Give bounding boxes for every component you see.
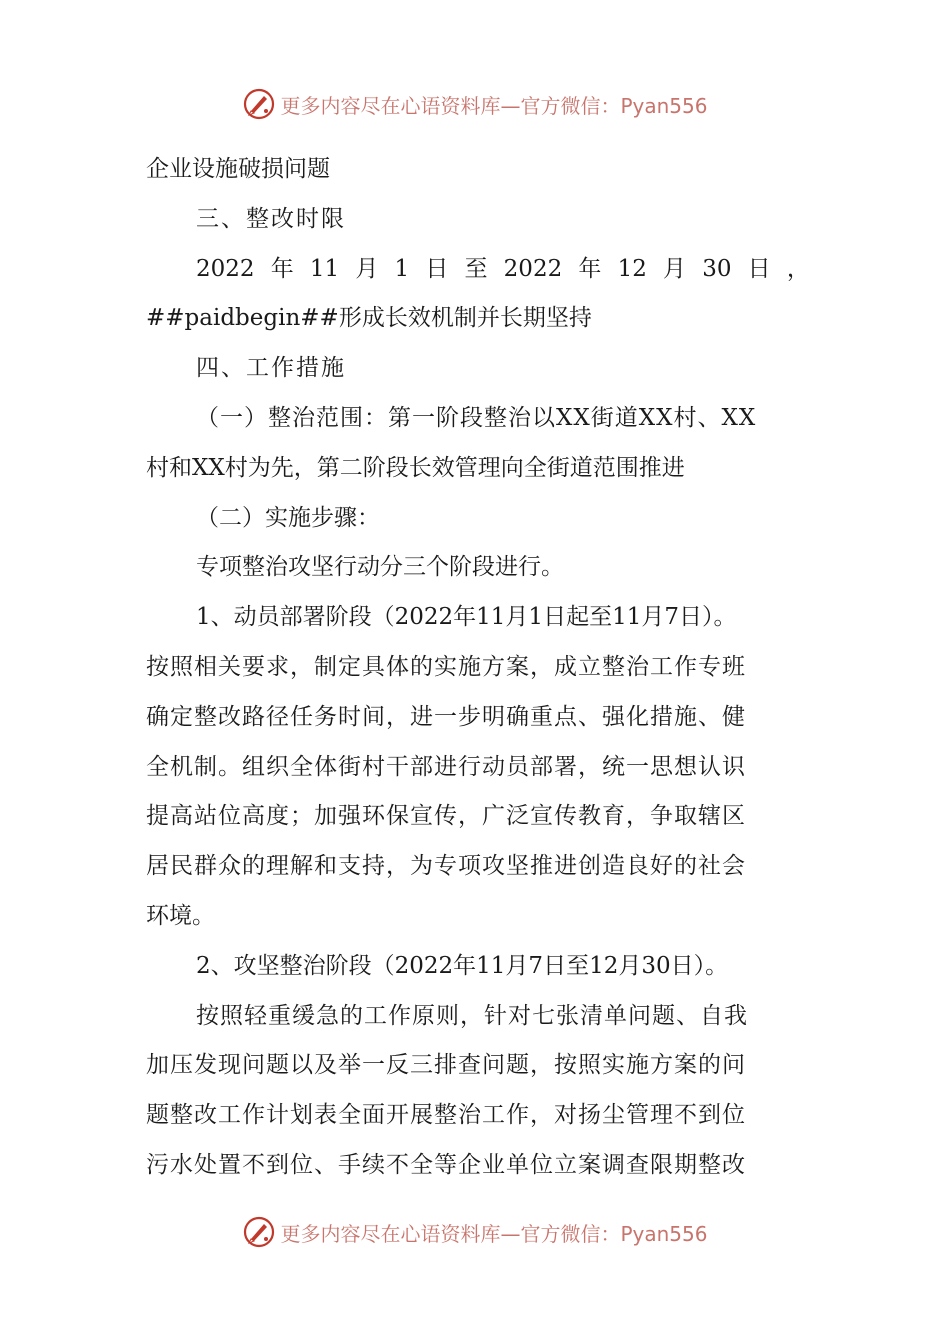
text-line: 全机制。组织全体街村干部进行动员部署，统一思想认识 bbox=[146, 753, 746, 780]
pen-circle-logo-icon bbox=[242, 87, 276, 121]
text-line: 2、攻坚整治阶段（2022年11月7日至12月30日）。 bbox=[196, 952, 729, 979]
date-token: 30 bbox=[702, 255, 732, 282]
text-line: 提高站位高度；加强环保宣传，广泛宣传教育，争取辖区 bbox=[146, 803, 746, 830]
text-line: 村和XX村为先，第二阶段长效管理向全街道范围推进 bbox=[146, 454, 685, 481]
text-line: 污水处置不到位、手续不全等企业单位立案调查限期整改 bbox=[146, 1151, 746, 1178]
pen-circle-logo-icon bbox=[242, 1215, 276, 1249]
subsection-heading: （二）实施步骤： bbox=[196, 504, 380, 531]
section-heading: 四、工作措施 bbox=[196, 355, 346, 382]
date-token: ， bbox=[786, 255, 810, 282]
text-line: 加压发现问题以及举一反三排查问题，按照实施方案的问 bbox=[146, 1052, 746, 1079]
text-line: 题整改工作计划表全面开展整治工作，对扬尘管理不到位 bbox=[146, 1102, 746, 1129]
document-body bbox=[146, 145, 810, 1191]
text-line: 专项整治攻坚行动分三个阶段进行。 bbox=[196, 554, 564, 581]
section-heading: 三、整改时限 bbox=[196, 205, 346, 232]
watermark-text: 更多内容尽在心语资料库—官方微信：Pyan556 bbox=[280, 1221, 708, 1246]
text-line: 1、动员部署阶段（2022年11月1日起至11月7日）。 bbox=[196, 604, 737, 631]
text-line: 确定整改路径任务时间，进一步明确重点、强化措施、健 bbox=[146, 703, 746, 730]
date-token: 日 bbox=[425, 255, 449, 282]
date-token: 2022 bbox=[196, 255, 255, 282]
date-token: 日 bbox=[747, 255, 771, 282]
date-token: 年 bbox=[578, 255, 602, 282]
date-token: 11 bbox=[309, 255, 340, 282]
footer-watermark-banner bbox=[0, 1212, 950, 1252]
watermark-text: 更多内容尽在心语资料库—官方微信：Pyan556 bbox=[280, 93, 708, 118]
text-line: 企业设施破损问题 bbox=[146, 156, 330, 182]
date-token: 月 bbox=[663, 255, 687, 282]
text-line: （一）整治范围：第一阶段整治以XX街道XX村、XX bbox=[196, 404, 757, 431]
text-line: ##paidbegin##形成长效机制并长期坚持 bbox=[146, 305, 592, 332]
date-token: 月 bbox=[355, 255, 379, 282]
date-token: 12 bbox=[617, 255, 647, 282]
date-token: 2022 bbox=[503, 255, 563, 282]
date-token: 1 bbox=[394, 255, 410, 282]
header-watermark-banner bbox=[0, 84, 950, 124]
date-token: 年 bbox=[270, 255, 294, 282]
date-range-line bbox=[146, 245, 810, 295]
text-line: 按照相关要求，制定具体的实施方案，成立整治工作专班 bbox=[146, 653, 746, 680]
text-line: 居民群众的理解和支持，为专项攻坚推进创造良好的社会 bbox=[146, 853, 746, 880]
text-line: 环境。 bbox=[146, 902, 215, 929]
date-token: 至 bbox=[464, 255, 488, 282]
text-line: 按照轻重缓急的工作原则，针对七张清单问题、自我 bbox=[196, 1002, 748, 1029]
